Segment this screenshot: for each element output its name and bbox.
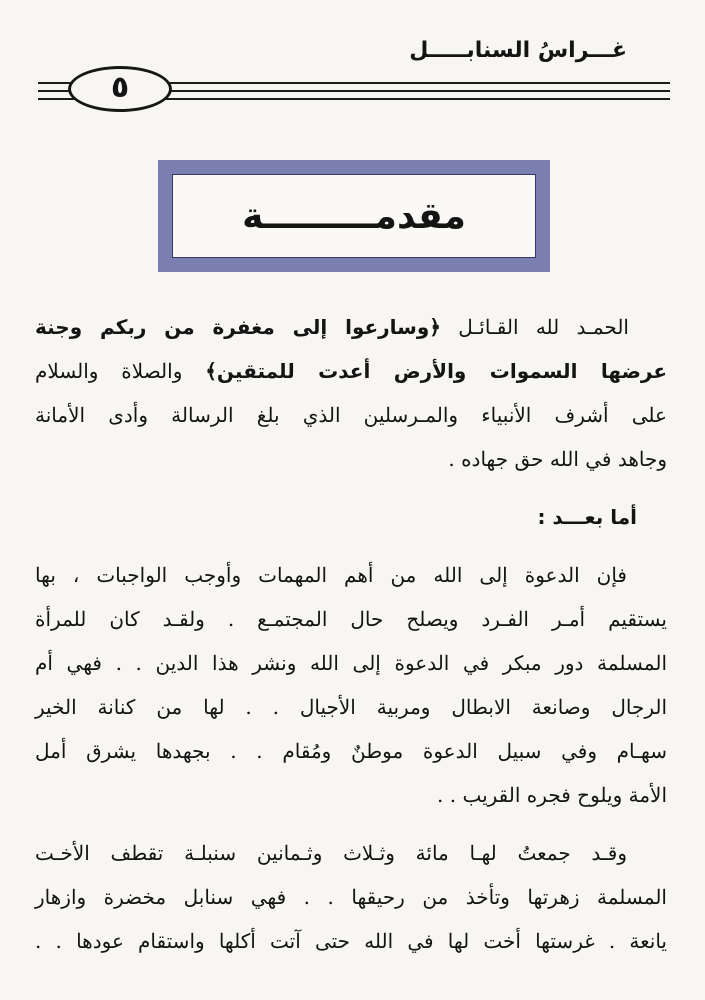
text-line bbox=[35, 736, 667, 766]
text-line bbox=[35, 648, 667, 678]
page-number: ٥ bbox=[68, 66, 172, 112]
text-segment: المسلمة زهرتها وتأخذ من رحيقها . . فهي سنابل مخضرة وازهار bbox=[35, 885, 667, 909]
text-segment: الحمـد لله القـائـل bbox=[441, 315, 629, 339]
text-segment: المسلمة دور مبكر في الدعوة إلى الله ونشر هذا الدين . . فهي أم bbox=[35, 651, 667, 675]
text-line bbox=[35, 356, 667, 386]
text-line bbox=[35, 312, 667, 342]
text-segment: الرجال وصانعة الابطال ومربية الأجيال . . لها من كنانة الخير bbox=[35, 695, 667, 719]
bold-segment: ﴿وسارعوا إلى مغفرة من ربكم وجنة bbox=[35, 315, 441, 339]
section-title: مقدمـــــــــة bbox=[172, 174, 536, 258]
text-segment: والصلاة والسلام bbox=[35, 359, 206, 383]
text-line bbox=[35, 560, 667, 590]
text-line bbox=[35, 780, 667, 810]
text-line bbox=[35, 400, 667, 430]
text-segment: فإن الدعوة إلى الله من أهم المهمات وأوجب الواجبات ، بها bbox=[35, 563, 627, 587]
header-title: غـــراسُ السنابـــــل bbox=[409, 38, 627, 63]
bold-segment: عرضها السموات والأرض أعدت للمتقين﴾ bbox=[205, 359, 667, 383]
text-segment: يانعة . غرستها أخت لها في الله حتى آتت أكلها واستقام عودها . . bbox=[35, 929, 667, 953]
text-segment: وقـد جمعتُ لهـا مائة وثـلاث وثـمانين سنبلـة تقطف الأخـت bbox=[35, 841, 627, 865]
text-line bbox=[35, 502, 667, 532]
text-line bbox=[35, 838, 667, 868]
text-line bbox=[35, 444, 667, 474]
text-segment: وجاهد في الله حق جهاده . bbox=[448, 447, 667, 471]
text-line bbox=[35, 692, 667, 722]
bold-segment: أما بعـــد : bbox=[537, 505, 637, 529]
text-segment: يستقيم أمـر الفـرد ويصلح حال المجتمـع . ولقـد كان للمرأة bbox=[35, 607, 667, 631]
text-segment: سهـام وفي سبيل الدعوة موطنٌ ومُقام . . بجهدها يشرق أمل bbox=[35, 739, 667, 763]
section-title-frame bbox=[158, 160, 550, 272]
text-line bbox=[35, 604, 667, 634]
text-line bbox=[35, 926, 667, 956]
text-segment: على أشرف الأنبياء والمـرسلين الذي بلغ الرسالة وأدى الأمانة bbox=[35, 403, 667, 427]
text-segment: الأمة ويلوح فجره القريب . . bbox=[437, 783, 667, 807]
text-line bbox=[35, 882, 667, 912]
